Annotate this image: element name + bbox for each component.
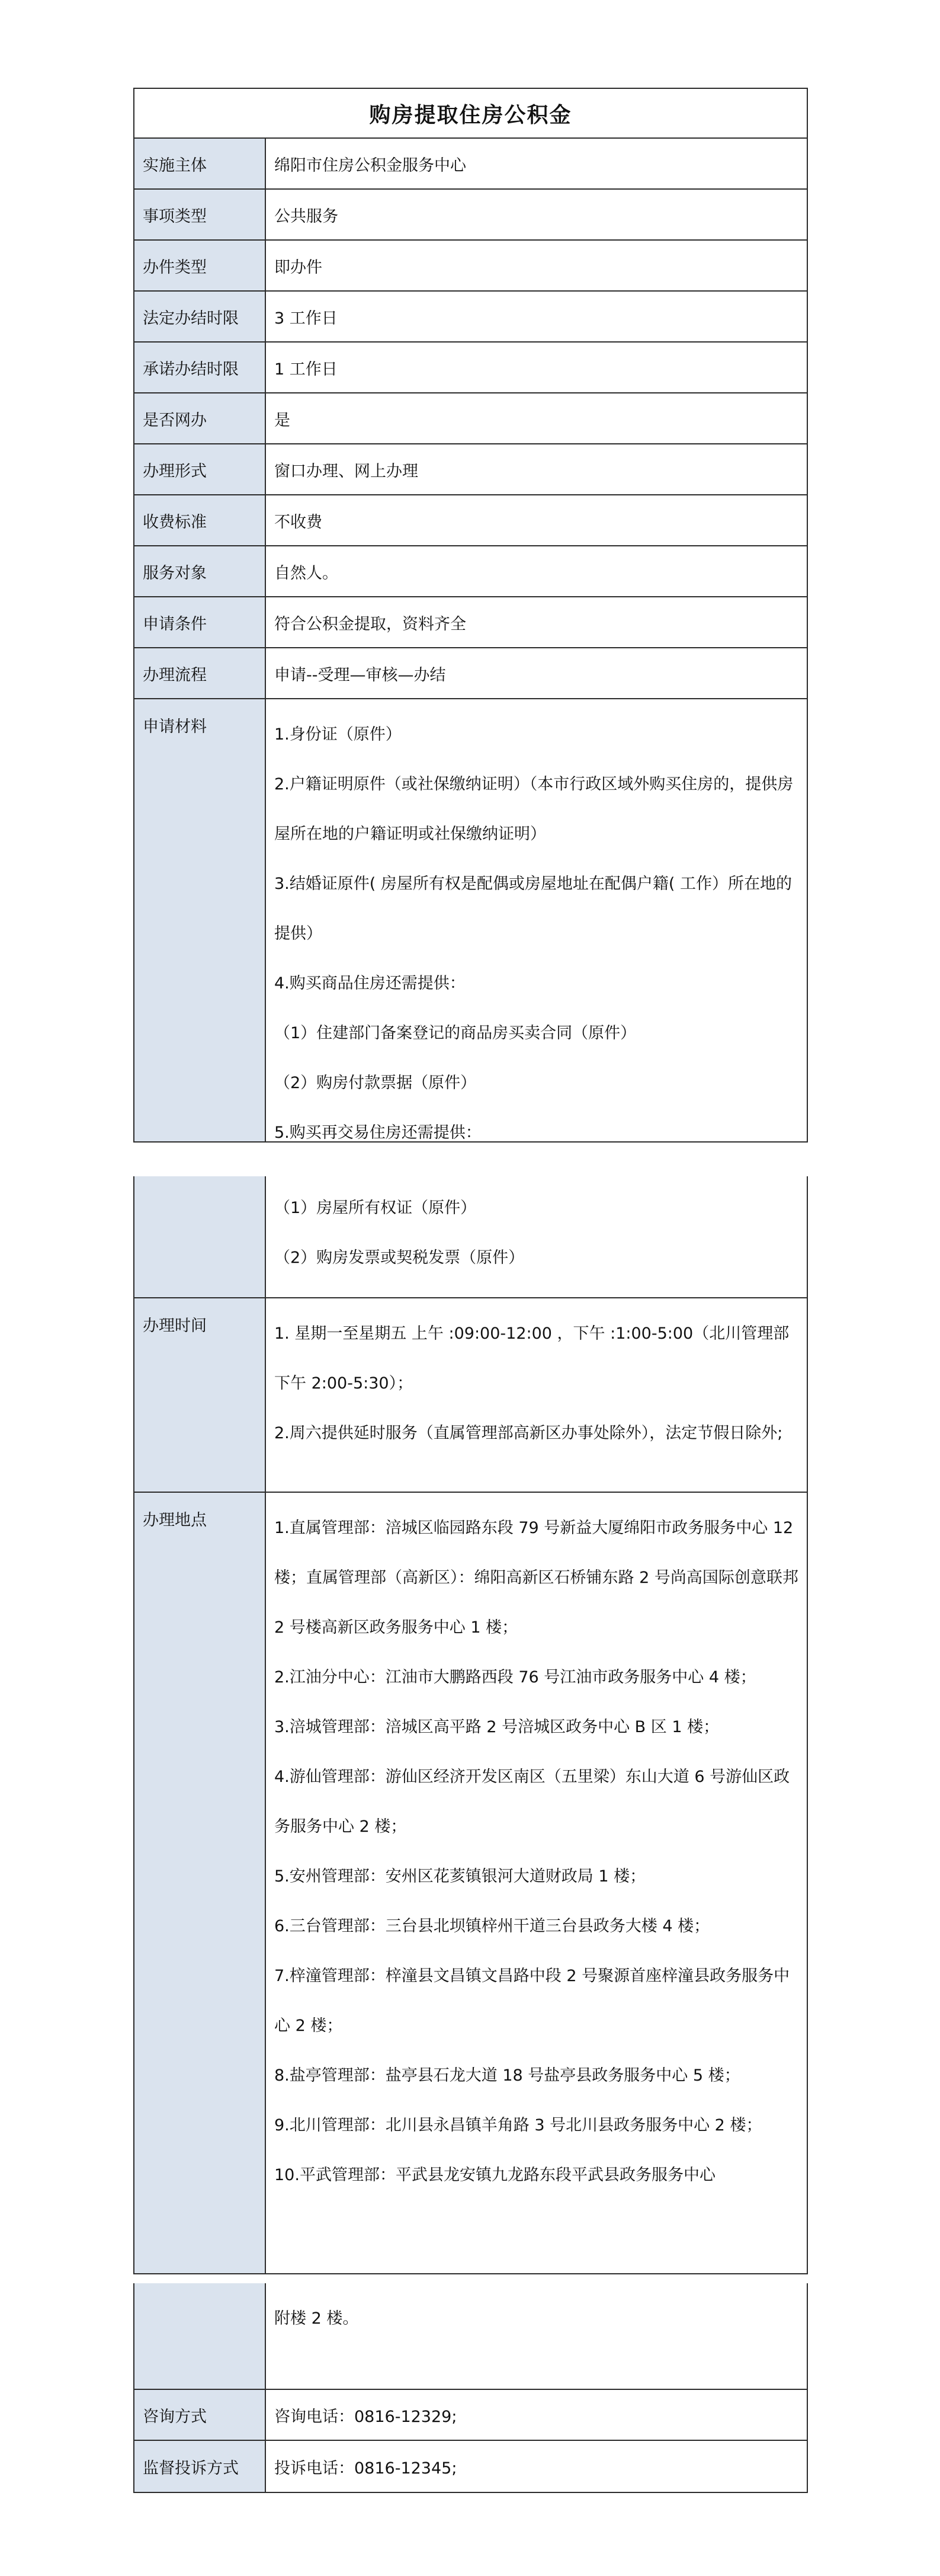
row-value: 即办件 [274, 258, 322, 277]
row-label: 办理流程 [134, 648, 266, 698]
row-label-empty [134, 1176, 266, 1297]
hours-list [266, 1298, 807, 1492]
list-item: 2.户籍证明原件（或社保缴纳证明）（本市行政区域外购买住房的，提供房屋所在地的户籍证明或社保缴纳证明） [274, 775, 794, 843]
list-item: 1. 星期一至星期五 上午 :09:00-12:00 ，下午 :1:00-5:00（北川管理部下午 2:00-5:30）； [274, 1324, 790, 1393]
row-label: 办理形式 [134, 444, 266, 494]
row-value: 投诉电话：0816-12345; [274, 2459, 457, 2478]
list-item: 1.直属管理部：涪城区临园路东段 79 号新益大厦绵阳市政务服务中心 12 楼；直属管理部（高新区）：绵阳高新区石桥铺东路 2 号尚高国际创意联邦 2 号楼高新区政务服务中心 1 楼； [274, 1519, 798, 1637]
complaint-row [134, 2441, 807, 2492]
locations-continued [266, 2283, 807, 2389]
info-table-part-1 [133, 88, 808, 1143]
row-label: 收费标准 [134, 495, 266, 545]
table-row [134, 139, 807, 190]
locations-continued-row [134, 2283, 807, 2390]
row-label: 服务对象 [134, 546, 266, 596]
locations-list [266, 1493, 807, 2273]
table-row [134, 292, 807, 343]
row-label: 办件类型 [134, 241, 266, 290]
list-item: 6.三台管理部：三台县北坝镇梓州干道三台县政务大楼 4 楼； [274, 1917, 710, 1935]
hours-row [134, 1298, 807, 1493]
table-row [134, 597, 807, 648]
list-item: （2）购房付款票据（原件） [274, 1074, 477, 1092]
list-item: 3.涪城管理部：涪城区高平路 2 号涪城区政务中心 B 区 1 楼； [274, 1718, 720, 1736]
consult-row [134, 2390, 807, 2441]
list-item: 2.江油分中心：江油市大鹏路西段 76 号江油市政务服务中心 4 楼； [274, 1668, 756, 1687]
locations-row [134, 1493, 807, 2273]
row-value: 咨询电话：0816-12329; [274, 2407, 457, 2426]
row-label-empty [134, 2283, 266, 2389]
row-value: 绵阳市住房公积金服务中心 [274, 156, 466, 175]
row-value: 1 工作日 [274, 360, 338, 379]
row-label: 法定办结时限 [134, 292, 266, 341]
list-item: （2）购房发票或契税发票（原件） [274, 1249, 525, 1267]
table-row [134, 495, 807, 546]
row-label: 申请条件 [134, 597, 266, 647]
info-table-part-2 [133, 1176, 808, 2274]
row-label: 实施主体 [134, 139, 266, 188]
list-item: 3.结婚证原件( 房屋所有权是配偶或房屋地址在配偶户籍( 工作）所在地的提供） [274, 875, 792, 943]
list-item: 5.购买再交易住房还需提供： [274, 1124, 482, 1142]
list-item: 附楼 2 楼。 [274, 2309, 359, 2328]
table-row [134, 444, 807, 495]
row-label: 监督投诉方式 [134, 2441, 266, 2492]
row-value: 符合公积金提取，资料齐全 [274, 615, 466, 633]
table-row [134, 241, 807, 292]
row-label: 申请材料 [134, 699, 266, 1141]
row-label: 办理时间 [134, 1298, 266, 1492]
row-label: 是否网办 [134, 393, 266, 443]
list-item: 4.购买商品住房还需提供： [274, 974, 466, 993]
row-label: 事项类型 [134, 190, 266, 239]
row-value: 公共服务 [274, 207, 338, 226]
list-item: 9.北川管理部：北川县永昌镇羊角路 3 号北川县政务服务中心 2 楼； [274, 2116, 762, 2135]
info-table-part-3 [133, 2283, 808, 2493]
materials-continued-list [266, 1176, 807, 1297]
list-item: 10.平武管理部：平武县龙安镇九龙路东段平武县政务服务中心 [274, 2166, 716, 2184]
materials-continued-row [134, 1176, 807, 1298]
list-item: 4.游仙管理部：游仙区经济开发区南区（五里梁）东山大道 6 号游仙区政务服务中心 2 楼； [274, 1768, 790, 1836]
list-item: 7.梓潼管理部：梓潼县文昌镇文昌路中段 2 号聚源首座梓潼县政务服务中心 2 楼； [274, 1967, 790, 2035]
materials-list [266, 699, 807, 1141]
list-item: 8.盐亭管理部：盐亭县石龙大道 18 号盐亭县政务服务中心 5 楼； [274, 2066, 740, 2085]
list-item: （1）房屋所有权证（原件） [274, 1199, 477, 1217]
row-label: 承诺办结时限 [134, 343, 266, 392]
row-label: 办理地点 [134, 1493, 266, 2273]
row-label: 咨询方式 [134, 2390, 266, 2440]
list-item: 1.身份证（原件） [274, 725, 402, 744]
row-value: 是 [274, 411, 290, 430]
table-row [134, 343, 807, 393]
table-row [134, 190, 807, 241]
row-value: 3 工作日 [274, 309, 338, 328]
table-row [134, 546, 807, 597]
row-value: 自然人。 [274, 564, 338, 583]
table-row [134, 393, 807, 444]
table-row [134, 648, 807, 699]
list-item: （1）住建部门备案登记的商品房买卖合同（原件） [274, 1024, 637, 1042]
row-value: 窗口办理、网上办理 [274, 462, 418, 481]
list-item: 2.周六提供延时服务（直属管理部高新区办事处除外），法定节假日除外; [274, 1424, 783, 1442]
materials-row [134, 699, 807, 1141]
row-value: 申请--受理—审核—办结 [274, 665, 446, 684]
list-item: 5.安州管理部：安州区花荄镇银河大道财政局 1 楼； [274, 1867, 646, 1886]
page-title: 购房提取住房公积金 [134, 89, 807, 139]
row-value: 不收费 [274, 513, 322, 532]
